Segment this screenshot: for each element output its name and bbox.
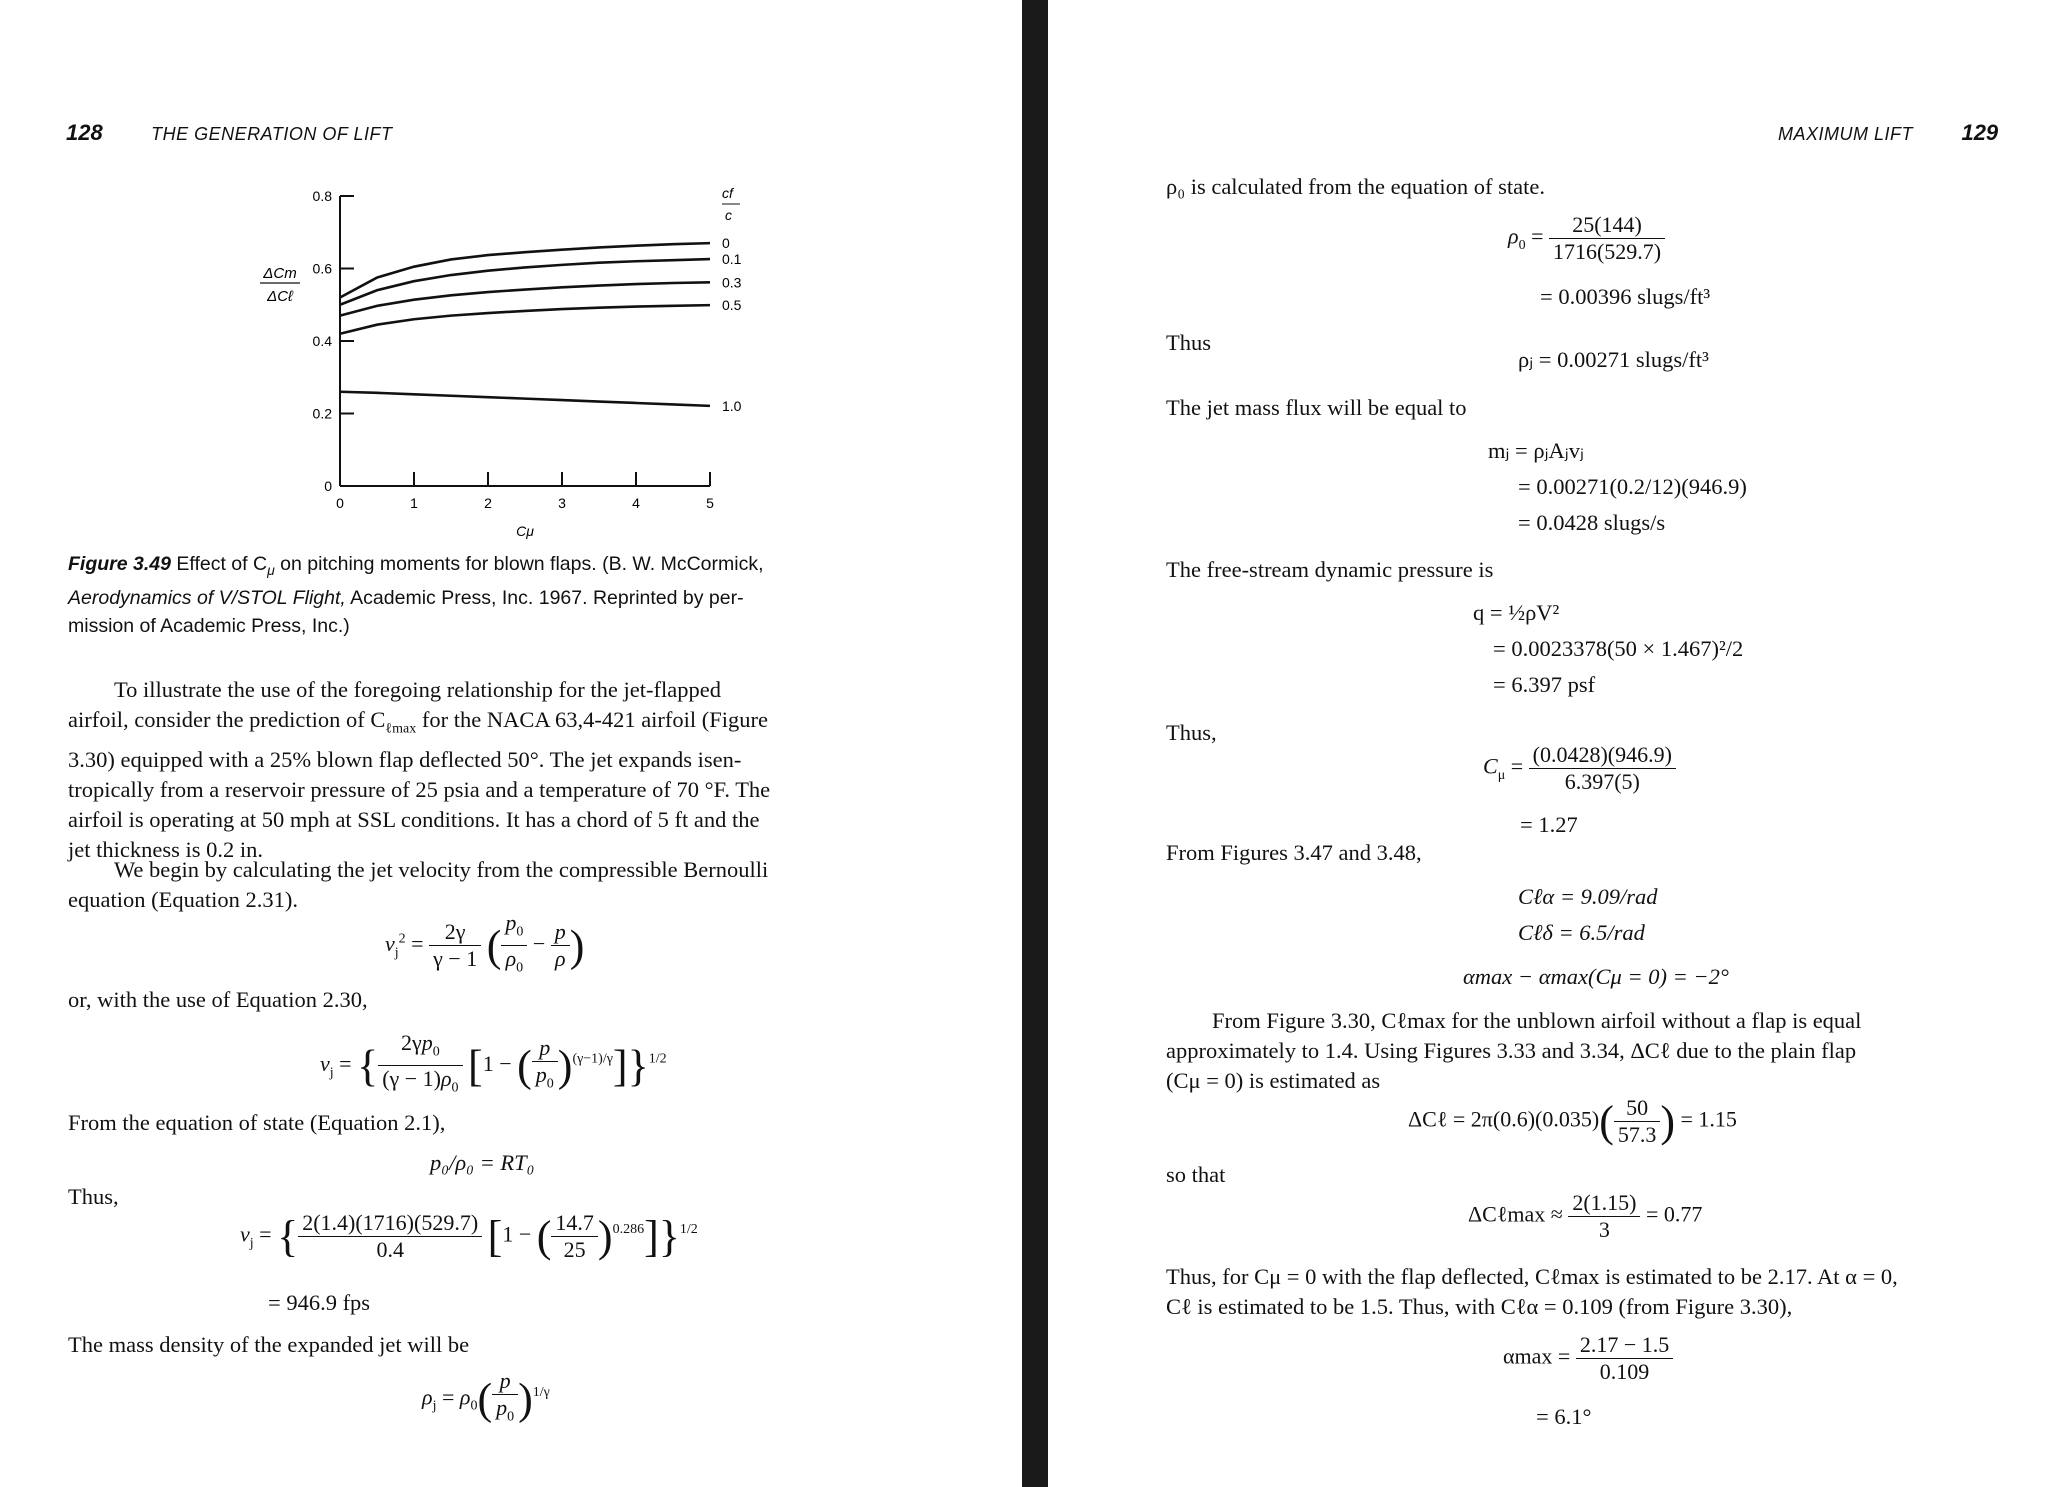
eq-dclmax-den: 3 — [1598, 1217, 1610, 1242]
right-page — [1048, 0, 2048, 1487]
text-from-state: From the equation of state (Equation 2.1), — [68, 1110, 446, 1135]
eq-dclmax-val: = 0.77 — [1645, 1201, 1703, 1227]
rp2-line-1: Thus, for Cμ = 0 with the flap deflected, Cℓmax is estimated to be 2.17. At α = 0, — [1166, 1264, 1898, 1289]
series-label-1-0: 1.0 — [722, 397, 742, 414]
equation-q-2: = 0.0023378(50 × 1.467)²/2 — [1493, 636, 1744, 661]
x-axis-label: Cμ — [516, 523, 534, 539]
equation-alpha-max-shift: αmax − αmax(Cμ = 0) = −2° — [1463, 964, 1729, 989]
series-line-0-5 — [340, 305, 710, 334]
equation-rho-j-value: ρⱼ = 0.00271 slugs/ft³ — [1518, 347, 1709, 372]
eq-rho0-den: 1716(529.7) — [1552, 239, 1662, 264]
equation-cmu-value: = 1.27 — [1520, 812, 1578, 837]
p2-line-1: We begin by calculating the jet velocity from the compressible Bernoulli — [114, 857, 769, 882]
equation-bernoulli: $v_j^2$ = $\frac{2\gamma}{\gamma - 1}$ ( $\frac{p_0}{\rho_0}$ − $\frac{p}{\rho}$ ) — [385, 910, 585, 976]
x-tick-label: 5 — [706, 495, 714, 511]
eq-p-num: 14.7 — [551, 1210, 598, 1237]
eq-amax-den: 0.109 — [1599, 1359, 1650, 1384]
y-axis-label-num: ΔCm — [263, 264, 297, 282]
x-tick-label: 1 — [410, 495, 418, 511]
equation-state: p₀/ρ₀ = RT₀ — [430, 1150, 535, 1175]
text-mass-flux: The jet mass flux will be equal to — [1166, 395, 1467, 420]
caption-book-title: Aerodynamics of V/STOL Flight, — [68, 586, 346, 609]
eq-dclmax-left: ΔCℓmax ≈ — [1468, 1201, 1563, 1227]
eq-vj-exp: 0.286 — [612, 1222, 645, 1238]
eq-dclmax-num: 2(1.15) — [1568, 1190, 1640, 1217]
left-page — [0, 0, 1020, 1487]
equation-cl-delta: Cℓδ = 6.5/rad — [1518, 920, 1645, 945]
text-thus-left: Thus, — [68, 1184, 119, 1209]
x-tick-label: 2 — [484, 495, 492, 511]
p1-line-2 — [68, 705, 916, 745]
x-tick-label: 3 — [558, 495, 566, 511]
eq-cmu-den: 6.397(5) — [1564, 769, 1640, 794]
y-tick-label: 0.4 — [312, 333, 332, 349]
eq-vj-half: 1/2 — [679, 1222, 698, 1238]
x-tick-label: 4 — [632, 495, 640, 511]
equation-jet-velocity: $v_j$ = { $\frac{2\gamma p_0}{(\gamma - 1)\rho_0}$ [1 − ( $\frac{p}{p_0}$ )$^{(\gamma-1)/\gamma}$]}$^{1/2}$ — [320, 1030, 667, 1096]
equation-rho-j: $\rho_j = \rho_0$( $\frac{p}{p_0}$ )$^{1/\gamma}$ — [422, 1368, 550, 1425]
x-tick-label: 0 — [336, 495, 344, 511]
eq-vj-den: 0.4 — [376, 1237, 404, 1262]
eq-vj-num: 2(1.4)(1716)(529.7) — [298, 1210, 482, 1237]
eq-dcl-den: 57.3 — [1617, 1122, 1657, 1147]
figure-caption — [68, 550, 918, 640]
p1-line-6: jet thickness is 0.2 in. — [68, 836, 263, 862]
y-tick-label: 0.2 — [312, 405, 332, 422]
p1-line-1: To illustrate the use of the foregoing relationship for the jet-flapped — [114, 677, 721, 702]
text-or-with-eq: or, with the use of Equation 2.30, — [68, 987, 368, 1012]
equation-rho0-value: = 0.00396 slugs/ft³ — [1540, 284, 1711, 309]
legend-title-num: cf — [722, 185, 733, 201]
left-running-head: THE GENERATION OF LIFT — [151, 124, 393, 144]
right-page-number: 129 — [1961, 120, 1999, 145]
equation-q-3: = 6.397 psf — [1493, 672, 1596, 697]
caption-text-2: on pitching moments for blown flaps. (B. W. McCormick, — [274, 553, 764, 575]
p1-line-5: airfoil is operating at 50 mph at SSL conditions. It has a chord of 5 ft and the — [68, 806, 760, 832]
text-rho0-calc: ρ₀ is calculated from the equation of state. — [1166, 174, 1545, 199]
equation-vj-result: = 946.9 fps — [268, 1290, 371, 1315]
series-label-0-3: 0.3 — [722, 274, 742, 291]
eq-cmu-num: (0.0428)(946.9) — [1529, 742, 1676, 769]
eq-dcl-val: = 1.15 — [1680, 1106, 1737, 1132]
left-page-number: 128 — [66, 120, 103, 145]
caption-mu: μ — [267, 561, 275, 578]
text-mass-density: The mass density of the expanded jet will be — [68, 1332, 470, 1357]
eq-p-den: 25 — [563, 1237, 586, 1262]
equation-delta-cl-max — [1468, 1190, 1702, 1243]
equation-alpha-max — [1503, 1332, 1673, 1385]
eq-dcl-left: ΔCℓ = 2π(0.6)(0.035) — [1408, 1106, 1600, 1132]
p2-line-2: equation (Equation 2.31). — [68, 887, 298, 912]
equation-cl-alpha: Cℓα = 9.09/rad — [1518, 884, 1658, 909]
equation-mj-3: = 0.0428 slugs/s — [1518, 510, 1666, 535]
y-axis-label-den: ΔCℓ — [267, 288, 293, 305]
p1-line-2a: airfoil, consider the prediction of C — [68, 707, 386, 732]
eq-amax-left: αmax = — [1503, 1343, 1571, 1369]
figure-3-49-chart — [250, 178, 770, 548]
equation-mj-2: = 0.00271(0.2/12)(946.9) — [1518, 474, 1747, 499]
right-running-head: MAXIMUM LIFT — [1778, 124, 1913, 144]
rp1-line-2: approximately to 1.4. Using Figures 3.33 and 3.34, ΔCℓ due to the plain flap — [1166, 1038, 1857, 1063]
series-line-1-0 — [340, 392, 710, 406]
equation-jet-velocity-numeric: $v_j$ = { $\frac{2(1.4)(1716)(529.7)}{0.4}$ [1 − ( $\frac{14.7}{25}$ )$^{0.286}$]}$^{1/2}$ — [240, 1210, 698, 1262]
rp1-line-1: From Figure 3.30, Cℓmax for the unblown airfoil without a flap is equal — [1212, 1008, 1862, 1033]
left-paragraph-1 — [68, 675, 916, 865]
left-header — [66, 120, 393, 146]
p1-line-3: 3.30) equipped with a 25% blown flap deflected 50°. The jet expands isen- — [68, 746, 742, 772]
p1-line-2-sub: ℓmax — [385, 721, 417, 737]
figure-label: Figure 3.49 — [68, 553, 171, 575]
equation-alpha-max-value: = 6.1° — [1536, 1404, 1592, 1429]
right-paragraph-2 — [1166, 1262, 2014, 1322]
equation-q-1: q = ½ρV² — [1473, 600, 1560, 625]
right-header — [1778, 120, 1998, 146]
rp2-line-2: Cℓ is estimated to be 1.5. Thus, with Cℓα = 0.109 (from Figure 3.30), — [1166, 1294, 1793, 1319]
right-paragraph-1 — [1166, 1006, 2014, 1096]
caption-text-3: Academic Press, Inc. 1967. Reprinted by per- — [345, 586, 744, 609]
y-tick-label: 0.6 — [312, 260, 332, 277]
caption-text-4: mission of Academic Press, Inc.) — [68, 614, 350, 637]
eq-rho0-num: 25(144) — [1549, 212, 1665, 239]
y-tick-label: 0 — [324, 478, 332, 494]
text-dynamic-pressure: The free-stream dynamic pressure is — [1166, 557, 1494, 582]
y-tick-label: 0.8 — [312, 188, 332, 204]
eq-amax-num: 2.17 − 1.5 — [1576, 1332, 1673, 1359]
text-thus-1: Thus — [1166, 330, 1211, 355]
book-spine — [1022, 0, 1048, 1487]
series-label-0-1: 0.1 — [722, 251, 742, 268]
text-thus-2: Thus, — [1166, 720, 1217, 745]
eq-dcl-num: 50 — [1614, 1095, 1661, 1122]
equation-rho0: $\rho_0$ = $\frac{25(144)}{1716(529.7)}$ — [1508, 212, 1665, 265]
legend-title-den: c — [725, 207, 732, 223]
text-so-that: so that — [1166, 1162, 1226, 1187]
equation-cmu: $C_\mu$ = $\frac{(0.0428)(946.9)}{6.397(5)}$ — [1483, 742, 1676, 795]
series-line-0-1 — [340, 259, 710, 305]
p1-line-4: tropically from a reservoir pressure of 25 psia and a temperature of 70 °F. The — [68, 776, 771, 802]
p1-line-2b: for the NACA 63,4-421 airfoil (Figure — [416, 707, 769, 732]
series-label-0: 0 — [722, 235, 730, 252]
rp1-line-3: (Cμ = 0) is estimated as — [1166, 1068, 1381, 1093]
text-from-figures: From Figures 3.47 and 3.48, — [1166, 840, 1422, 865]
series-label-0-5: 0.5 — [722, 297, 742, 314]
equation-delta-cl: ΔCℓ = 2π(0.6)(0.035)( $\frac{50}{57.3}$ ) = 1.15 — [1408, 1095, 1737, 1147]
equation-mj-1: mⱼ = ρⱼAⱼvⱼ — [1488, 438, 1584, 463]
left-paragraph-2 — [68, 855, 916, 915]
caption-text-1: Effect of C — [170, 553, 268, 575]
